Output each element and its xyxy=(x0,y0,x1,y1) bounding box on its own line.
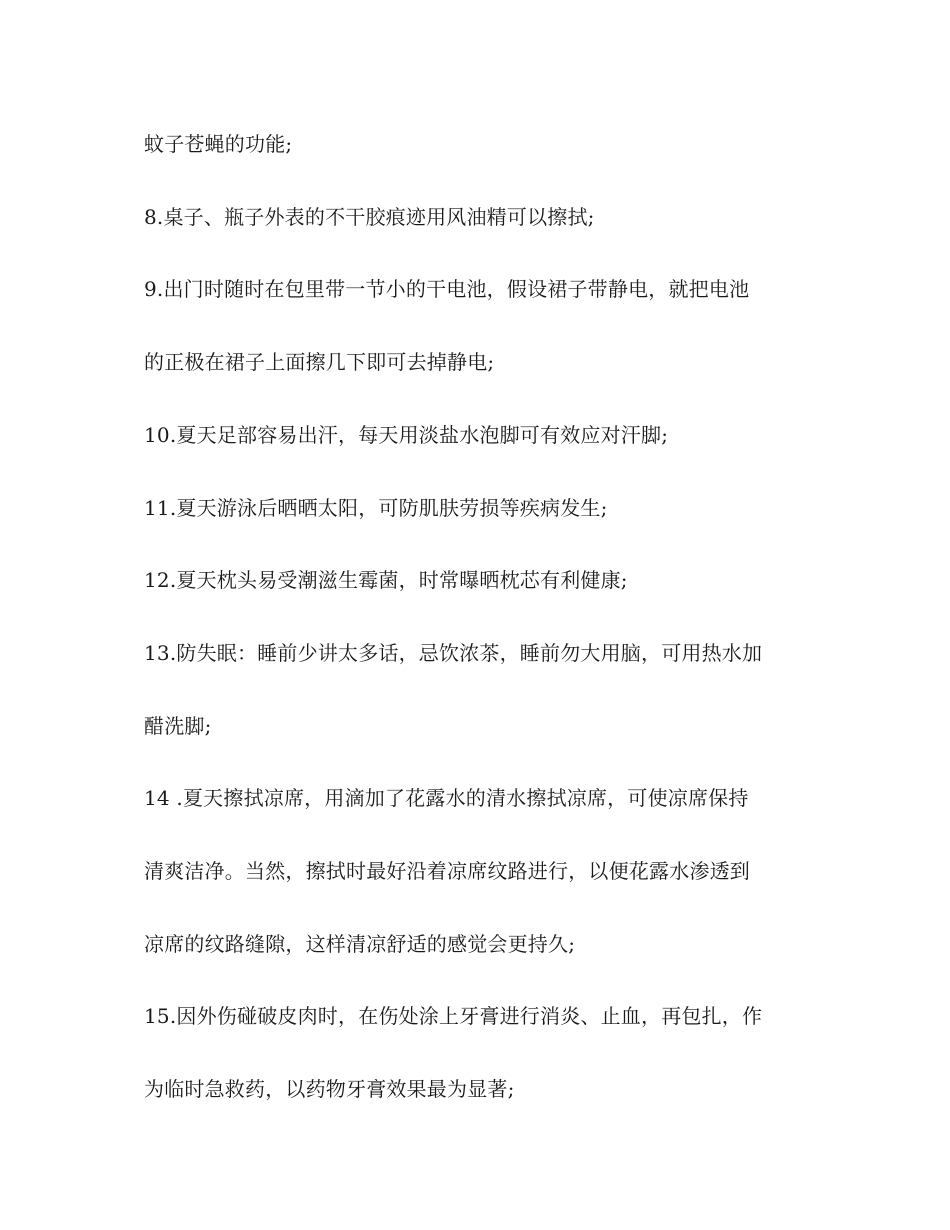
text-line: 14 .夏天擦拭凉席，用滴加了花露水的清水擦拭凉席，可使凉席保持 xyxy=(144,786,749,810)
text-line: 12.夏天枕头易受潮滋生霉菌，时常曝晒枕芯有利健康; xyxy=(144,568,628,592)
text-line: 蚊子苍蝇的功能; xyxy=(144,132,293,156)
text-line: 为临时急救药，以药物牙膏效果最为显著; xyxy=(144,1077,515,1101)
text-line: 醋洗脚; xyxy=(144,714,212,738)
text-line: 9.出门时随时在包里带一节小的干电池，假设裙子带静电，就把电池 xyxy=(144,277,750,301)
text-line: 13.防失眠：睡前少讲太多话，忌饮浓茶，睡前勿大用脑，可用热水加 xyxy=(144,641,763,665)
text-line: 15.因外伤碰破皮肉时，在伤处涂上牙膏进行消炎、止血，再包扎，作 xyxy=(144,1004,763,1028)
text-line: 凉席的纹路缝隙，这样清凉舒适的感觉会更持久; xyxy=(144,932,576,956)
text-line: 11.夏天游泳后晒晒太阳，可防肌肤劳损等疾病发生; xyxy=(144,496,608,520)
text-line: 10.夏天足部容易出汗，每天用淡盐水泡脚可有效应对汗脚; xyxy=(144,423,669,447)
text-line: 清爽洁净。当然，擦拭时最好沿着凉席纹路进行，以便花露水渗透到 xyxy=(144,859,750,883)
text-line: 的正极在裙子上面擦几下即可去掉静电; xyxy=(144,350,495,374)
text-line: 8.桌子、瓶子外表的不干胶痕迹用风油精可以擦拭; xyxy=(144,205,595,229)
